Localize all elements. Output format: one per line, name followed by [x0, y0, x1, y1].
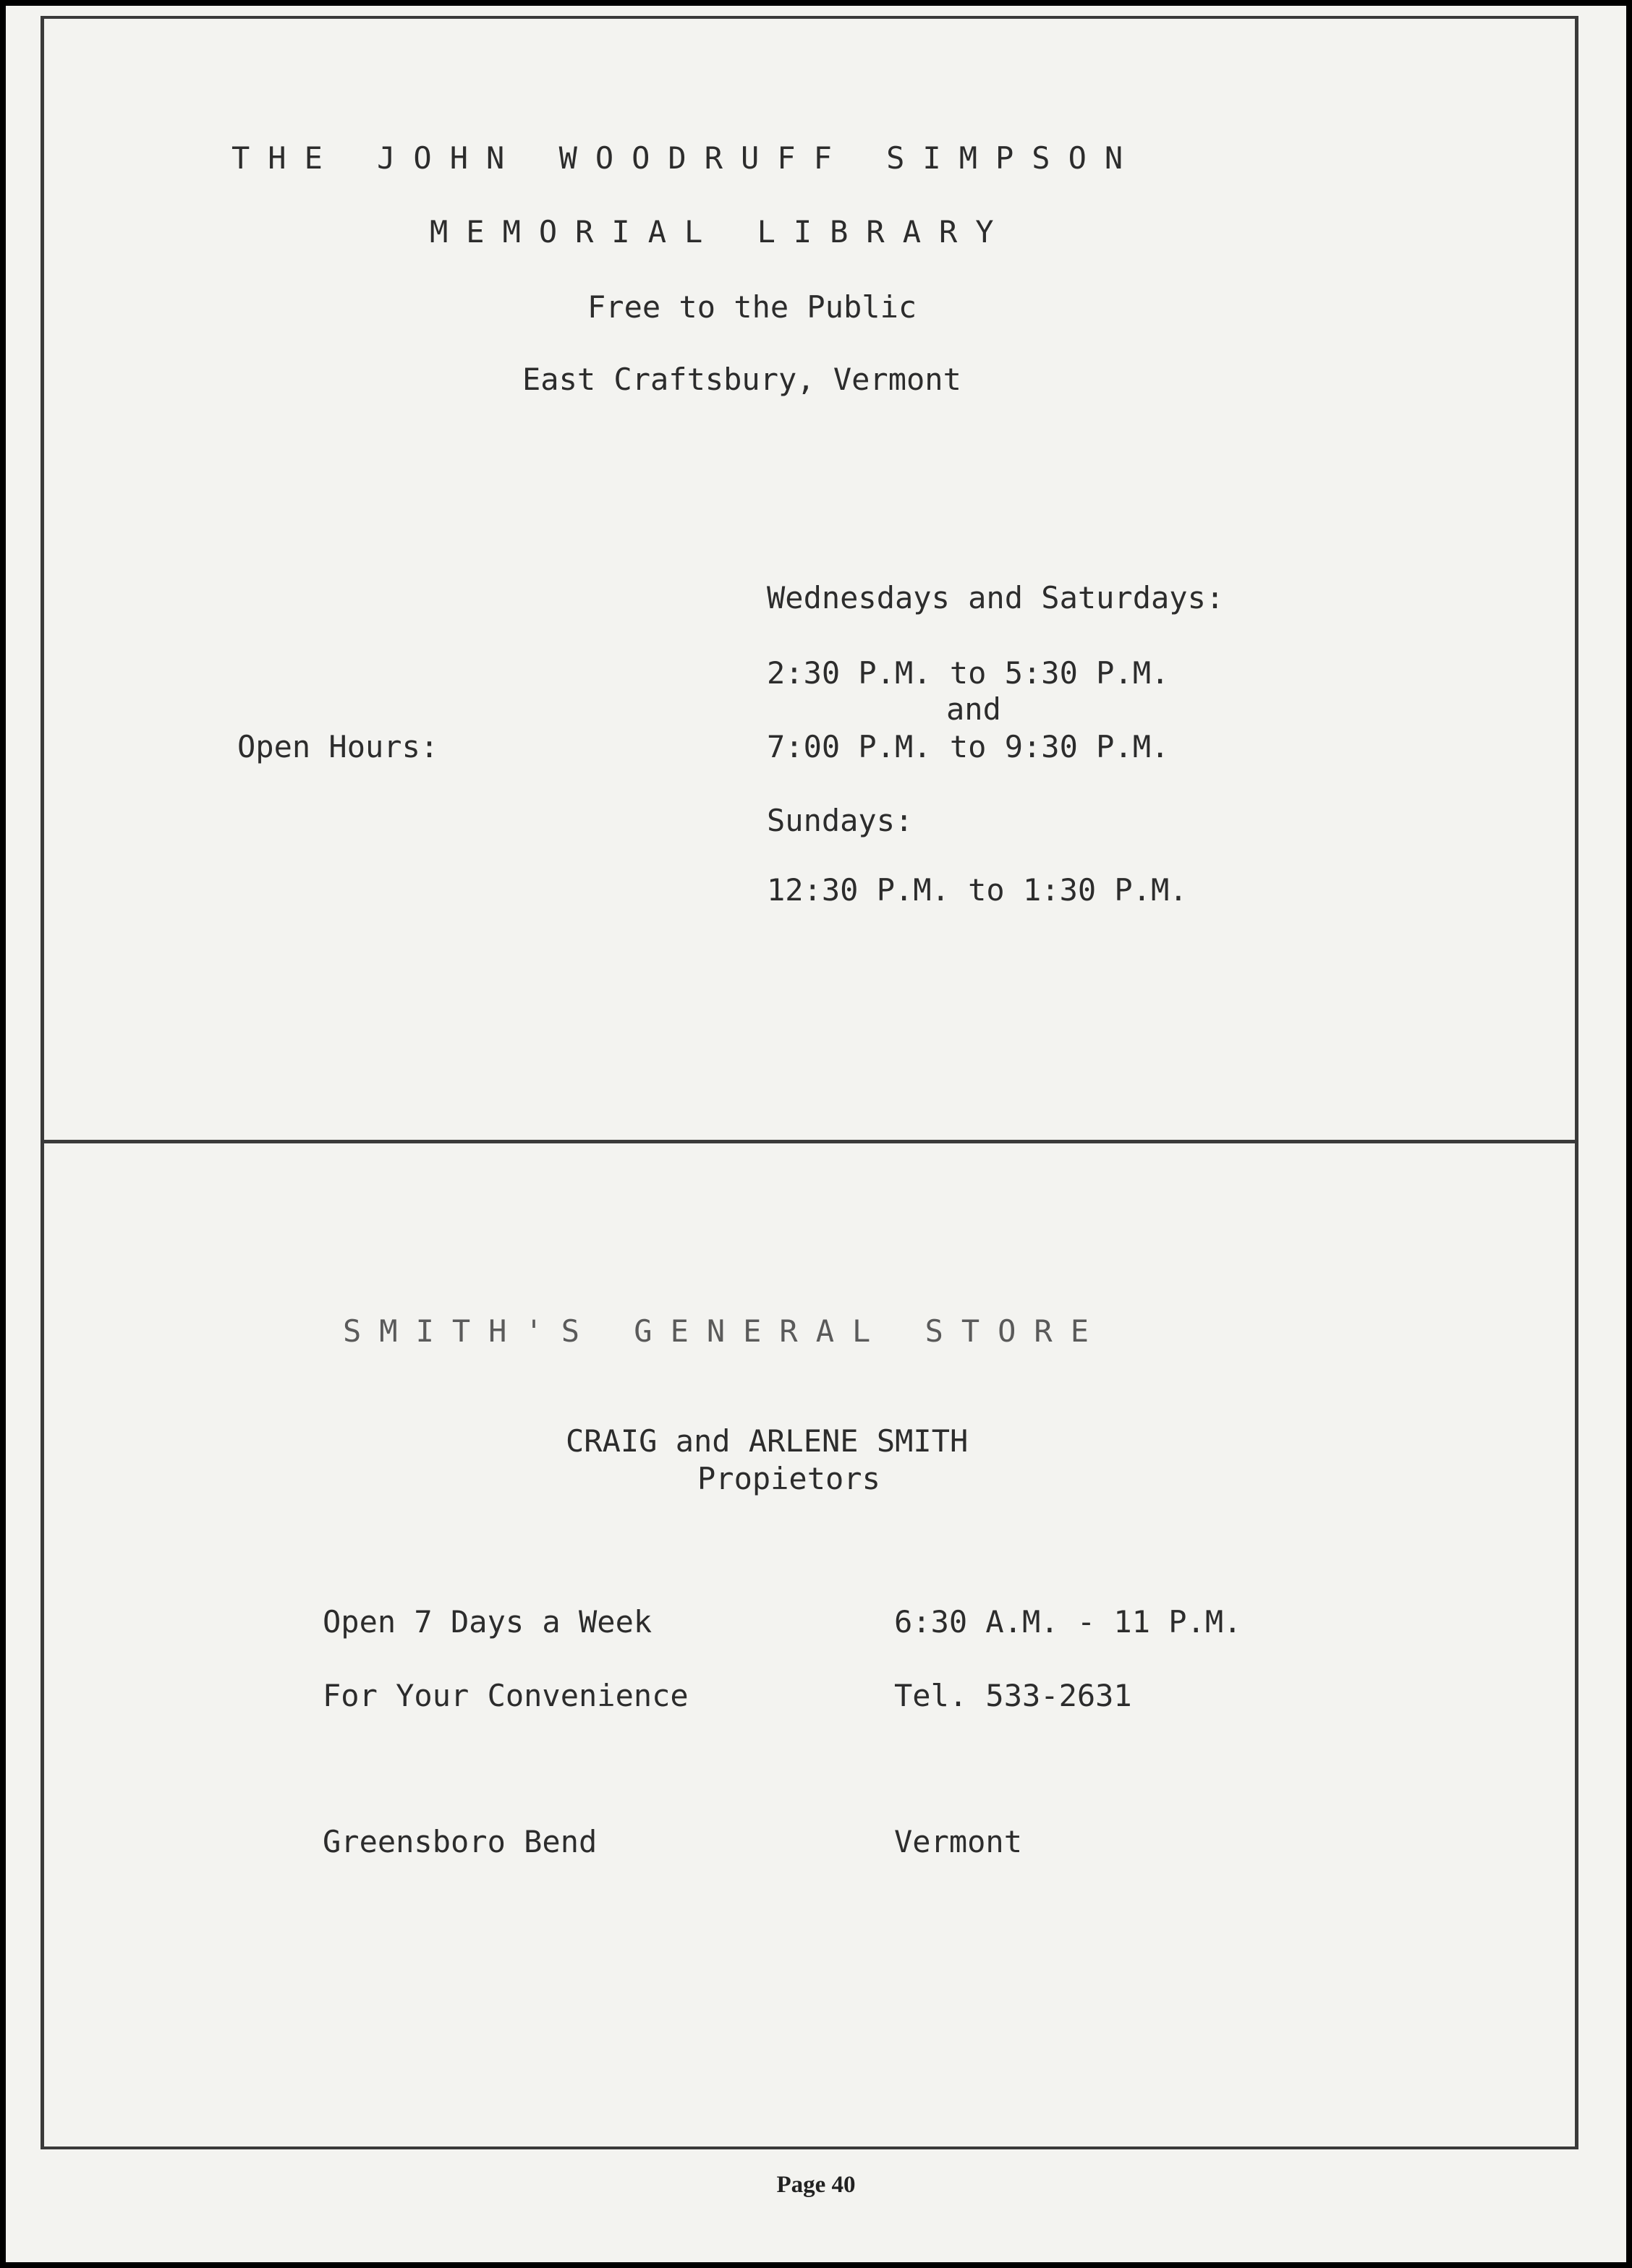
library-location: East Craftsbury, Vermont — [522, 362, 961, 397]
store-town: Greensboro Bend — [323, 1824, 598, 1859]
store-convenience: For Your Convenience — [323, 1678, 689, 1713]
hours-slot-1: 2:30 P.M. to 5:30 P.M. — [767, 655, 1170, 691]
store-role: Propietors — [697, 1461, 880, 1496]
hours-and: and — [946, 691, 1001, 727]
store-state: Vermont — [894, 1824, 1023, 1859]
store-open-days: Open 7 Days a Week — [323, 1604, 653, 1640]
store-title: SMITH'S GENERAL STORE — [343, 1313, 1108, 1349]
library-subtitle: Free to the Public — [587, 289, 917, 325]
store-owners: CRAIG and ARLENE SMITH — [566, 1423, 969, 1459]
store-hours: 6:30 A.M. - 11 P.M. — [894, 1604, 1242, 1640]
page-number: Page 40 — [776, 2172, 856, 2198]
store-phone: Tel. 533-2631 — [894, 1678, 1132, 1713]
library-title-line2: MEMORIAL LIBRARY — [430, 214, 1012, 250]
page — [6, 6, 1626, 2262]
sunday-hours: 12:30 P.M. to 1:30 P.M. — [767, 872, 1188, 908]
days-heading: Wednesdays and Saturdays: — [767, 580, 1225, 615]
section-divider — [41, 1140, 1578, 1143]
open-hours-label: Open Hours: — [237, 729, 439, 764]
hours-slot-2: 7:00 P.M. to 9:30 P.M. — [767, 729, 1170, 764]
sundays-heading: Sundays: — [767, 803, 914, 838]
page-border — [41, 16, 1578, 2149]
library-title-line1: THE JOHN WOODRUFF SIMPSON — [231, 140, 1142, 176]
